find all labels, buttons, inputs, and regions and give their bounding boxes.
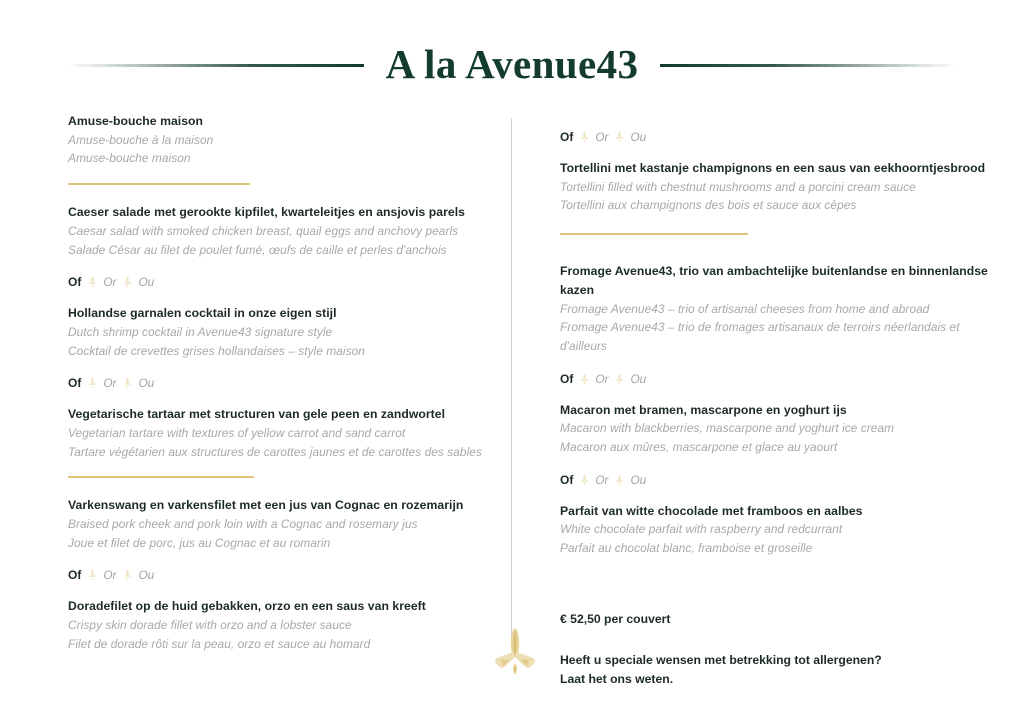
title-rule-left bbox=[68, 64, 364, 67]
fleur-de-lis-icon bbox=[573, 373, 595, 385]
menu-footer bbox=[560, 610, 990, 688]
choice-label-fr: Ou bbox=[138, 568, 155, 583]
choice-separator bbox=[68, 568, 488, 582]
fleur-de-lis-icon bbox=[116, 569, 138, 581]
dish-description-fr: Tartare végétarien aux structures de carottes jaunes et de carottes des sables bbox=[68, 444, 482, 459]
choice-label-fr: Ou bbox=[630, 130, 647, 144]
dish-description-en: Tortellini filled with chestnut mushrooms and a porcini cream sauce bbox=[560, 179, 916, 194]
choice-separator bbox=[560, 130, 990, 144]
dish-description-fr: Amuse-bouche maison bbox=[68, 151, 191, 166]
course-separator-rule bbox=[68, 183, 250, 185]
dish-description-en: Amuse-bouche à la maison bbox=[68, 132, 214, 147]
fleur-de-lis-icon bbox=[608, 131, 630, 143]
dish-description-fr: Salade César au filet de poulet fumé, œufs de caille et perles d'anchois bbox=[68, 242, 447, 257]
fleur-de-lis-icon bbox=[608, 474, 630, 486]
dish-name: Macaron met bramen, mascarpone en yoghurt ijs bbox=[560, 402, 847, 417]
menu-item bbox=[560, 159, 990, 215]
dish-name: Doradefilet op de huid gebakken, orzo en een saus van kreeft bbox=[68, 599, 426, 614]
dish-description-en: Vegetarian tartare with textures of yellow carrot and sand carrot bbox=[68, 426, 406, 440]
choice-label-nl: Of bbox=[560, 371, 574, 386]
menu-item bbox=[560, 262, 990, 356]
choice-label-nl: Of bbox=[68, 376, 82, 391]
menu-item bbox=[68, 496, 488, 552]
dish-description-en: Macaron with blackberries, mascarpone and yoghurt ice cream bbox=[560, 421, 895, 436]
choice-separator bbox=[68, 275, 488, 289]
course-separator-rule bbox=[68, 476, 254, 478]
dish-description-en: Caesar salad with smoked chicken breast, quail eggs and anchovy pearls bbox=[68, 223, 459, 238]
fleur-de-lis-icon bbox=[81, 377, 103, 389]
choice-label-fr: Ou bbox=[630, 472, 647, 487]
choice-label-nl: Of bbox=[560, 472, 574, 487]
course-separator-rule bbox=[560, 233, 748, 235]
menu-column-left bbox=[68, 112, 488, 653]
choice-separator bbox=[560, 473, 990, 487]
fleur-de-lis-icon bbox=[573, 131, 595, 143]
dish-description-fr: Cocktail de crevettes grises hollandaises – style maison bbox=[68, 343, 365, 358]
menu-item bbox=[68, 304, 488, 360]
choice-label-en: Or bbox=[103, 376, 117, 391]
choice-label-en: Or bbox=[595, 371, 609, 386]
allergen-note-line2: Laat het ons weten. bbox=[560, 671, 674, 686]
fleur-de-lis-icon bbox=[492, 626, 538, 676]
choice-label-en: Or bbox=[595, 472, 609, 487]
choice-separator bbox=[68, 376, 488, 390]
dish-name: Amuse-bouche maison bbox=[68, 114, 204, 128]
dish-description-en: Fromage Avenue43 – trio of artisanal cheeses from home and abroad bbox=[560, 301, 930, 316]
choice-label-fr: Ou bbox=[630, 371, 647, 386]
dish-description-en: White chocolate parfait with raspberry and redcurrant bbox=[560, 522, 843, 537]
page-title: A la Avenue43 bbox=[385, 40, 639, 87]
choice-label-nl: Of bbox=[68, 275, 82, 290]
fleur-de-lis-icon bbox=[573, 474, 595, 486]
choice-label-en: Or bbox=[595, 130, 609, 144]
title-rule-right bbox=[660, 64, 956, 67]
fleur-de-lis-icon bbox=[116, 377, 138, 389]
dish-name: Parfait van witte chocolade met framboos en aalbes bbox=[560, 503, 863, 518]
dish-name: Hollandse garnalen cocktail in onze eigen stijl bbox=[68, 306, 337, 321]
choice-label-fr: Ou bbox=[138, 376, 155, 391]
choice-label-nl: Of bbox=[68, 568, 82, 583]
dish-description-fr: Parfait au chocolat blanc, framboise et groseille bbox=[560, 541, 813, 556]
dish-description-fr: Fromage Avenue43 – trio de fromages artisanaux de terroirs néerlandais et d'ailleurs bbox=[560, 320, 960, 353]
menu-item bbox=[68, 203, 488, 259]
menu-item bbox=[68, 597, 488, 653]
page-title-block bbox=[0, 36, 1024, 92]
dish-description-fr: Joue et filet de porc, jus au Cognac et au romarin bbox=[68, 535, 331, 550]
choice-label-nl: Of bbox=[560, 130, 574, 144]
dish-name: Caeser salade met gerookte kipfilet, kwarteleitjes en ansjovis parels bbox=[68, 205, 466, 220]
choice-label-en: Or bbox=[103, 275, 117, 290]
fleur-de-lis-icon bbox=[81, 569, 103, 581]
choice-label-en: Or bbox=[103, 568, 117, 583]
price-per-cover: € 52,50 per couvert bbox=[560, 612, 671, 626]
menu-column-right bbox=[560, 112, 990, 558]
fleur-de-lis-icon bbox=[608, 373, 630, 385]
fleur-de-lis-icon bbox=[116, 276, 138, 288]
choice-label-fr: Ou bbox=[138, 275, 155, 290]
dish-description-fr: Tortellini aux champignons des bois et sauce aux cèpes bbox=[560, 198, 857, 213]
dish-description-en: Crispy skin dorade fillet with orzo and a lobster sauce bbox=[68, 618, 352, 633]
allergen-note-line1: Heeft u speciale wensen met betrekking tot allergenen? bbox=[560, 653, 882, 668]
choice-separator bbox=[560, 372, 990, 386]
fleur-de-lis-icon bbox=[81, 276, 103, 288]
menu-item bbox=[560, 502, 990, 558]
dish-description-en: Dutch shrimp cocktail in Avenue43 signature style bbox=[68, 324, 333, 339]
dish-name: Varkenswang en varkensfilet met een jus van Cognac en rozemarijn bbox=[68, 498, 464, 513]
dish-name: Vegetarische tartaar met structuren van gele peen en zandwortel bbox=[68, 407, 446, 422]
dish-description-fr: Macaron aux mûres, mascarpone et glace au yaourt bbox=[560, 440, 838, 454]
dish-description-en: Braised pork cheek and pork loin with a Cognac and rosemary jus bbox=[68, 517, 418, 532]
dish-name: Fromage Avenue43, trio van ambachtelijke buitenlandse en binnenlandse kazen bbox=[560, 264, 988, 297]
column-divider bbox=[511, 118, 512, 636]
menu-item bbox=[560, 401, 990, 457]
menu-item bbox=[68, 405, 488, 461]
menu-item bbox=[68, 112, 488, 168]
dish-description-fr: Filet de dorade rôti sur la peau, orzo et sauce au homard bbox=[68, 636, 371, 651]
dish-name: Tortellini met kastanje champignons en een saus van eekhoorntjesbrood bbox=[560, 161, 986, 175]
